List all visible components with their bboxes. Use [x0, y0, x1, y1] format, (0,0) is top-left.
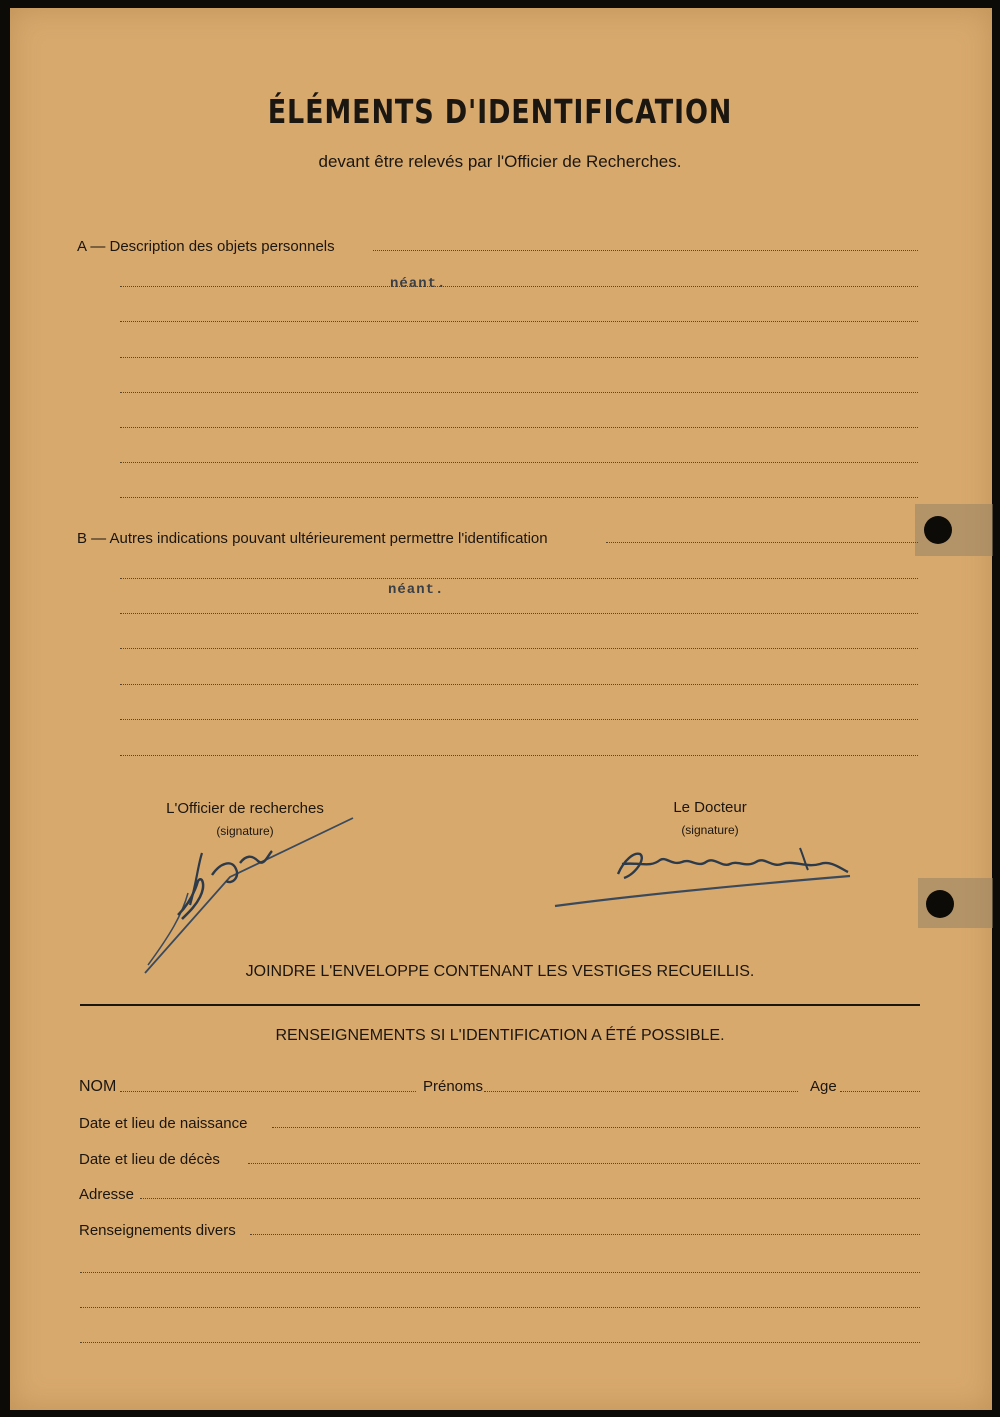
misc-label: Renseignements divers	[79, 1222, 236, 1239]
birth-label: Date et lieu de naissance	[79, 1115, 248, 1132]
age-line	[840, 1091, 920, 1092]
form-line	[120, 286, 918, 287]
address-line	[140, 1198, 920, 1199]
nom-line	[120, 1091, 416, 1092]
death-line	[248, 1163, 920, 1164]
section-b-label: B — Autres indications pouvant ultérieurement permettre l'identification	[77, 530, 548, 547]
prenoms-line	[484, 1091, 798, 1092]
form-line	[120, 613, 918, 614]
form-line	[120, 719, 918, 720]
officer-title: L'Officier de recherches	[166, 800, 324, 817]
form-line	[120, 321, 918, 322]
form-line	[120, 648, 918, 649]
document-page	[10, 8, 992, 1410]
officer-signature	[140, 815, 370, 985]
section-a-label: A — Description des objets personnels	[77, 238, 335, 255]
section-b-value: néant.	[388, 582, 445, 598]
form-line	[120, 578, 918, 579]
form-line	[120, 497, 918, 498]
nom-label: NOM	[79, 1078, 117, 1095]
address-label: Adresse	[79, 1186, 135, 1203]
section-divider	[80, 1004, 920, 1006]
death-label: Date et lieu de décès	[79, 1151, 220, 1168]
form-line	[80, 1272, 920, 1273]
form-line	[120, 392, 918, 393]
form-line	[606, 542, 918, 543]
birth-line	[272, 1127, 920, 1128]
form-line	[80, 1307, 920, 1308]
form-line	[120, 755, 918, 756]
doctor-signature	[550, 838, 860, 913]
form-line	[80, 1342, 920, 1343]
form-line	[120, 427, 918, 428]
form-line	[120, 462, 918, 463]
punch-hole	[924, 516, 952, 544]
officer-sub: (signature)	[216, 824, 274, 838]
page-title: ÉLÉMENTS D'IDENTIFICATION	[267, 92, 733, 131]
identification-heading: RENSEIGNEMENTS SI L'IDENTIFICATION A ÉTÉ POSSIBLE.	[275, 1027, 725, 1044]
enclose-note: JOINDRE L'ENVELOPPE CONTENANT LES VESTIGES RECUEILLIS.	[245, 963, 755, 980]
age-label: Age	[810, 1078, 837, 1095]
form-line	[373, 250, 918, 251]
form-line	[120, 357, 918, 358]
doctor-title: Le Docteur	[673, 799, 747, 816]
page-subtitle: devant être relevés par l'Officier de Recherches.	[318, 152, 682, 171]
misc-line	[250, 1234, 920, 1235]
doctor-sub: (signature)	[681, 823, 739, 837]
punch-hole	[926, 890, 954, 918]
section-a-value: néant.	[390, 276, 447, 292]
prenoms-label: Prénoms	[423, 1078, 484, 1095]
form-line	[120, 684, 918, 685]
